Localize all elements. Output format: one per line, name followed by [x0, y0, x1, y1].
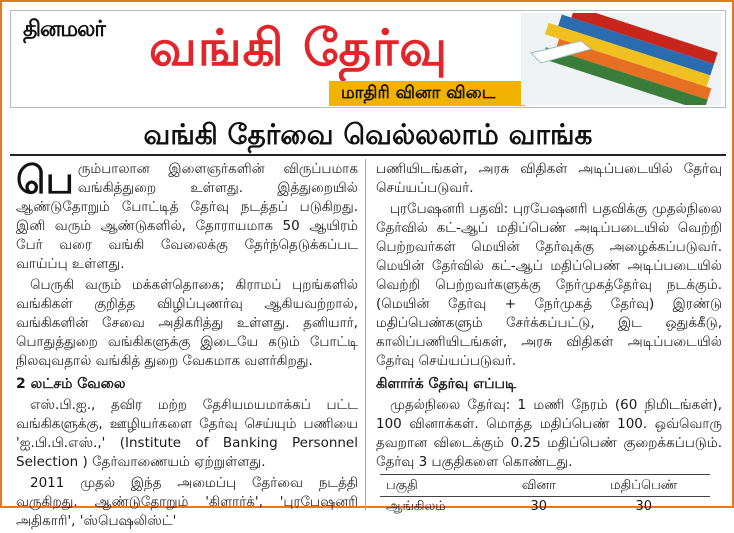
- dinamalar-logo: [23, 17, 105, 45]
- headline: வங்கி தேர்வை வெல்லலாம் வாங்க: [143, 118, 593, 151]
- column-divider: [365, 159, 366, 510]
- paragraph: பெருகி வரும் மக்கள்தொகை; கிராமப் புறங்களில் வங்கிகள் குறித்த விழிப்புணர்வு ஆகியவற்றால், வங்கிகளின் சேவை அதிகரித்து உள்ளது. தனியார், பொதுத்துறை வங்கிகளுக்கு இடையே கடும் போட்டி நிலவுவதால் வங்கித் துறை வேகமாக வளர்கிறது.: [16, 277, 358, 369]
- books-illustration: [521, 13, 721, 105]
- table-cell: ஆங்கிலம்: [386, 499, 446, 514]
- masthead: [10, 10, 726, 108]
- table-header: மதிப்பெண்: [577, 475, 710, 497]
- paragraph: புரபேஷனரி பதவி: புரபேஷனரி பதவிக்கு முதல்நிலை தேர்வில் கட்-ஆப் மதிப்பெண் அடிப்படையில் வெற்றி பெற்றவர்கள் மெயின் தேர்வுக்கு அழைக்கப்படுவர். மெயின் தேர்வில் கட்-ஆப் மதிப்பெண் அடிப்படையில் வெற்றி பெற்றவர்களுக்கு நேர்முகத்தேர்வு நடக்கும். (மெயின் தேர்வு + நேர்முகத் தேர்வு) இரண்டு மதிப்பெண்களும் சேர்க்கப்பட்டு, இட ஒதுக்கீடு, காலிப்பணியிடங்கள், அரசு விதிகள் அடிப்படையில் தேர்வு செய்யப்படுவர்.: [376, 201, 722, 369]
- table-cell: 30: [635, 499, 653, 514]
- left-column: [16, 160, 358, 533]
- paragraph: ரும்பாலான இளைஞர்களின் விருப்பமாக வங்கித்துறை உள்ளது. இத்துறையில் ஆண்டுதோறும் போட்டித் தேர்வு நடத்தப் படுகிறது. இனி வரும் ஆண்டுகளில், தோராயமாக 50 ஆயிரம் பேர் வரை வங்கி வேலைக்கு தேர்ந்தெடுக்கப்பட வாய்ப்பு உள்ளது.: [16, 161, 358, 272]
- table-header: பகுதி: [380, 475, 500, 497]
- paragraph: பணியிடங்கள், அரசு விதிகள் அடிப்படையில் தேர்வு செய்யப்படுவர்.: [376, 161, 722, 196]
- paragraph: முதல்நிலை தேர்வு: 1 மணி நேரம் (60 நிமிடங்கள்), 100 வினாக்கள். மொத்த மதிப்பெண் 100. ஒவ்வொரு தவறான விடைக்கும் 0.25 மதிப்பெண் குறைக்கப்படும். தேர்வு 3 பகுதிகளை கொண்டது.: [376, 397, 722, 470]
- table-header: வினா: [500, 475, 577, 497]
- paragraph: எஸ்.பி.ஐ., தவிர மற்ற தேசியமயமாக்கப் பட்ட வங்கிகளுக்கு, ஊழியர்களை தேர்வு செய்யும் பணியை 'ஐ.பி.பி.எஸ்.,' (Institute of Banking Personnel Selection ) தேர்வாணையம் ஏற்றுள்ளது.: [16, 397, 358, 470]
- logo-text: தினமலர்: [23, 17, 105, 42]
- paragraph: 2011 முதல் இந்த அமைப்பு தேர்வை நடத்தி வருகிறது. ஆண்டுதோறும் 'கிளார்க்', 'புரபேஷனரி அதிகாரி', 'ஸ்பெஷலிஸ்ட்': [16, 475, 358, 529]
- table-header-row: [380, 475, 710, 497]
- section-title: வங்கி தேர்வு: [149, 19, 449, 77]
- section-subtitle: மாதிரி வினா விடை: [341, 83, 496, 103]
- headline-rule: [10, 154, 726, 156]
- table-cell: 30: [530, 499, 548, 514]
- subheading: கிளார்க் தேர்வு எப்படி: [376, 376, 517, 392]
- marks-table: [380, 474, 710, 517]
- table-row: [380, 497, 710, 518]
- right-column: [376, 160, 722, 517]
- dropcap: பெ: [16, 158, 74, 202]
- books-image: [521, 13, 721, 105]
- subheading: 2 லட்சம் வேலை: [16, 376, 126, 392]
